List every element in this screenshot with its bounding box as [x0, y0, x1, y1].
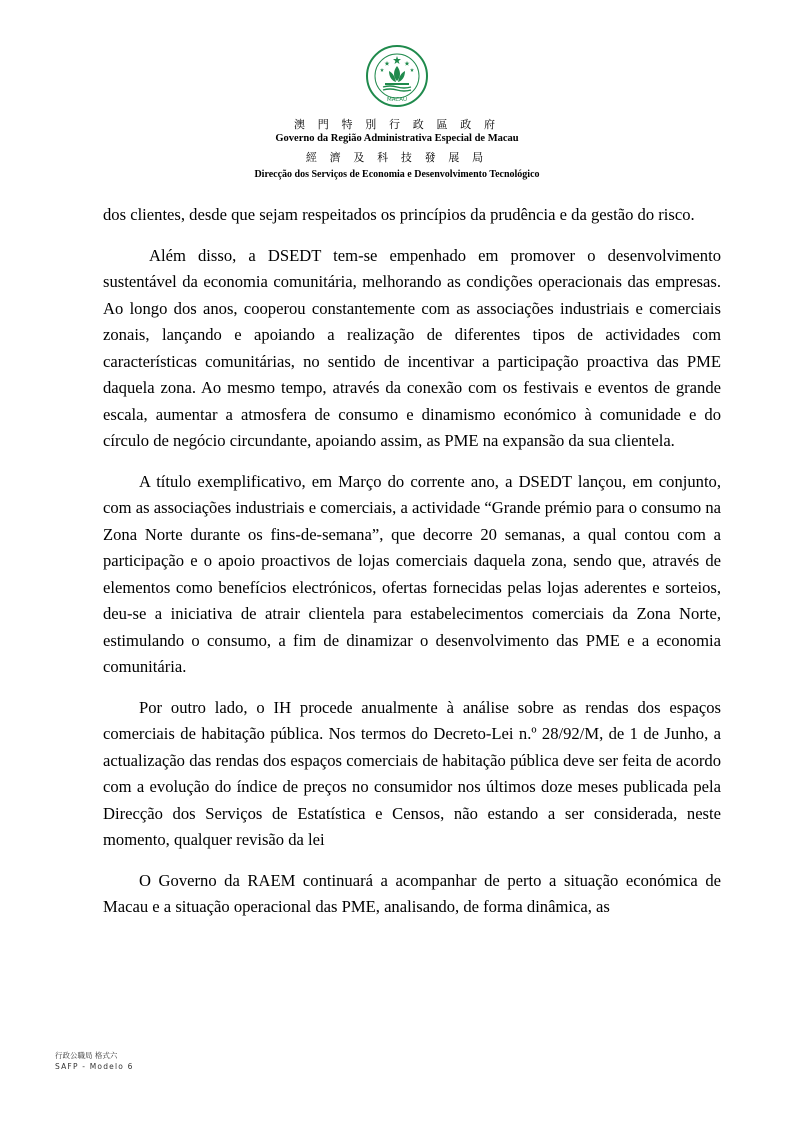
paragraph: A título exemplificativo, em Março do corrente ano, a DSEDT lançou, em conjunto, com as associações industriais e comerciais, a actividade “Grande prémio para o consumo na Zona Norte durante os fins-de-semana”, que decorre 20 semanas, a qual contou com a participação e o apoio proactivos de lojas comerciais daquela zona, sendo que, através de elementos como benefícios electrónicos, ofertas fornecidas pelas lojas aderentes e sorteios, deu-se a iniciativa de atrair clientela para estabelecimentos comerciais da Zona Norte, estimulando o consumo, a fim de dinamizar o desenvolvimento das PME e a economia comunitária.	[103, 471, 721, 676]
government-name-pt: Governo da Região Administrativa Especial de Macau	[275, 133, 519, 144]
paragraph: Além disso, a DSEDT tem-se empenhado em promover o desenvolvimento sustentável da economia comunitária, melhorando as condições operacionais das empresas. Ao longo dos anos, cooperou constantemente com as associações industriais e comerciais zonais, lançando e apoiando a realização de diferentes tipos de actividades com características comunitárias, no sentido de incentivar a participação proactiva das PME daquela zona. Ao mesmo tempo, através da conexão com os festivais e eventos de grande escala, aumentar a atmosfera de consumo e dinamismo económico à comunidade e do círculo de negócio circundante, apoiando assim, as PME na expansão da sua clientela.	[103, 245, 721, 450]
footer-form-code-pt: SAFP - Modelo 6	[55, 1062, 134, 1071]
document-body	[103, 202, 721, 935]
government-name-zh: 澳 門 特 別 行 政 區 政 府	[294, 119, 500, 131]
paragraph: O Governo da RAEM continuará a acompanhar de perto a situação económica de Macau e a situação operacional das PME, analisando, de forma dinâmica, as	[103, 870, 721, 916]
department-name-pt: Direcção dos Serviços de Economia e Desenvolvimento Tecnológico	[254, 169, 540, 180]
emblem-text: MACAU	[386, 97, 408, 103]
department-name-zh: 經 濟 及 科 技 發 展 局	[305, 152, 489, 164]
paragraph: Por outro lado, o IH procede anualmente à análise sobre as rendas dos espaços comerciais de habitação pública. Nos termos do Decreto-Lei n.º 28/92/M, de 1 de Junho, a actualização das rendas dos espaços comerciais de habitação pública deve ser feita de acordo com a evolução do índice de preços no consumidor nos últimos doze meses publicada pela Direcção dos Serviços de Estatística e Censos, não estando a ser considerada, neste momento, qualquer revisão da lei	[103, 697, 721, 849]
form-footer	[55, 1050, 134, 1072]
footer-form-code-zh: 行政公職局 格式六	[55, 1051, 118, 1060]
macau-emblem-icon	[365, 44, 429, 108]
letterhead	[0, 44, 794, 182]
paragraph: dos clientes, desde que sejam respeitados os princípios da prudência e da gestão do risco.	[103, 205, 695, 224]
